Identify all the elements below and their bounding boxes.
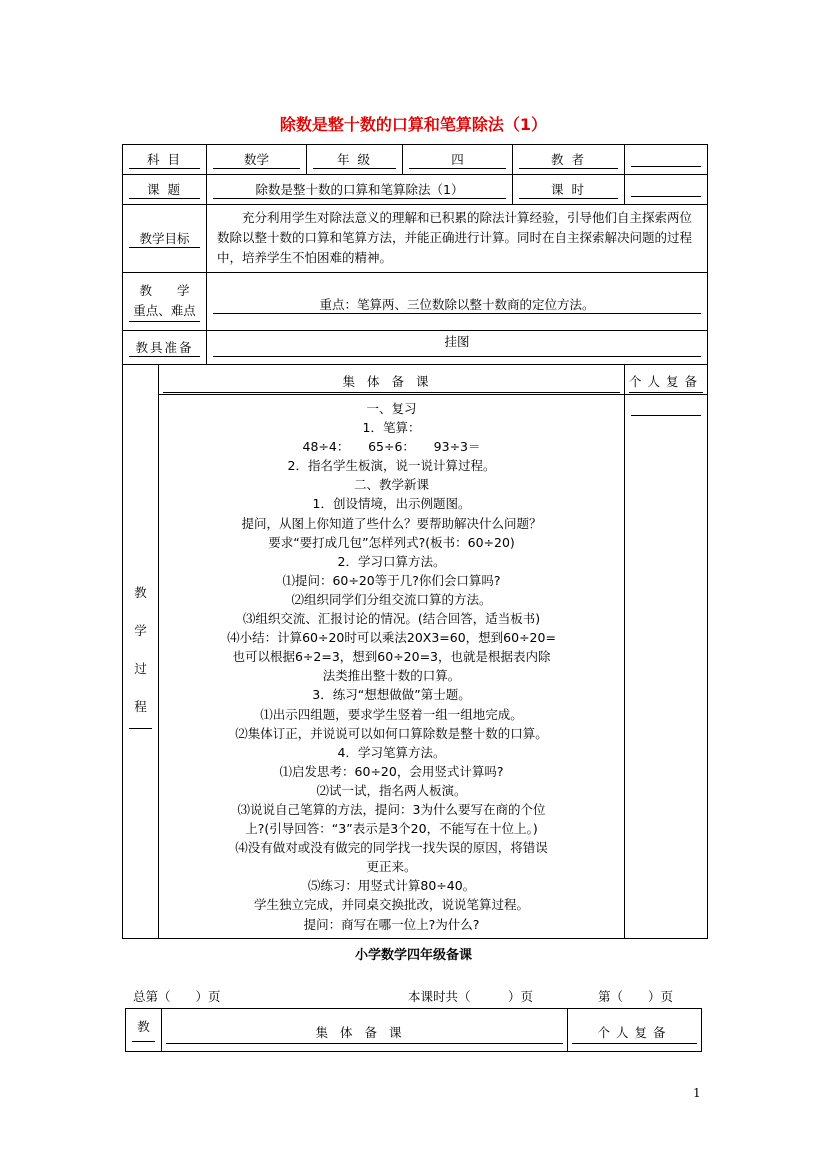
subject-label: 科 目: [129, 150, 200, 169]
lesson-line: 提问：商写在哪一位上?为什么?: [303, 916, 480, 932]
lesson-line: ⑷小结：计算60÷20时可以乘法20X3=60，想到60÷20=: [227, 630, 556, 646]
teacher-value-line: [631, 152, 701, 167]
lesson-plan-table: [122, 144, 708, 939]
lesson-line: 4．学习笔算方法。: [337, 744, 446, 760]
lesson-line: ⑸练习：用竖式计算80÷40。: [307, 878, 476, 894]
lesson-line: ⑵试一试，指名两人板演。: [316, 782, 467, 798]
focus-text-cell: [207, 273, 708, 331]
lesson-pages: 本课时共（ ）页: [408, 989, 534, 1004]
focus-label-line-1: 教 学: [139, 283, 190, 298]
lesson-line: 3．练习“想想做做”第士题。: [312, 687, 471, 703]
lesson-line: ⑵组织同学们分组交流口算的方法。: [291, 591, 492, 607]
grade-value: 四: [409, 150, 506, 169]
lesson-content-cell: [159, 395, 625, 939]
tools-label-cell: [123, 331, 207, 365]
second-personal-header: 个人复备: [572, 1017, 697, 1044]
lesson-line: 也可以根据6÷2=3，想到60÷20=3，也就是根据表内除: [232, 649, 551, 665]
lesson-line: ⑵集体订正，并说说可以如何口算除数是整十数的口算。: [235, 725, 548, 741]
grade-label-cell: [307, 145, 403, 175]
footer-title: 小学数学四年级备课: [354, 948, 472, 963]
lesson-line: 更正来。: [366, 859, 417, 875]
topic-label: 课 题: [129, 180, 200, 199]
total-pages: 总第（ ）页: [133, 989, 221, 1004]
page-number: 1: [693, 1086, 701, 1100]
hours-label: 课 时: [519, 180, 618, 199]
second-page-table: [125, 1008, 702, 1052]
objective-text-cell: [207, 205, 708, 273]
lesson-line: 1．创设情境，出示例题图。: [312, 496, 471, 512]
lesson-line: ⑶组织交流、汇报讨论的情况。(结合回答，适当板书): [242, 611, 541, 627]
grade-label: 年 级: [313, 150, 396, 169]
second-collective-header: 集体备课: [166, 1017, 563, 1044]
process-char-1: 教: [134, 584, 147, 600]
tools-value-cell: [207, 331, 708, 365]
objective-text: 充分利用学生对除法意义的理解和已积累的除法计算经验，引导他们自主探索两位数除以整十数的口算和笔算方法，并能正确进行计算。同时在自主探索解决问题的过程中，培养学生不怕困难的精神。: [217, 210, 693, 265]
second-personal-cell: [568, 1009, 702, 1052]
focus-label-cell: [123, 273, 207, 331]
lesson-line: 2．指名学生板演，说一说计算过程。: [287, 458, 496, 474]
focus-label-line-2: 重点、难点: [129, 301, 200, 322]
topic-label-cell: [123, 175, 207, 205]
lesson-line: ⑴出示四组题，要求学生竖着一组一组地完成。: [260, 706, 523, 722]
topic-value-cell: [207, 175, 513, 205]
second-side-cell: [126, 1009, 162, 1052]
lesson-line: 要求“要打成几包”怎样列式?(板书：60÷20): [268, 534, 515, 550]
document-title: 除数是整十数的口算和笔算除法（1）: [279, 115, 548, 134]
lesson-line: 提问，从图上你知道了些什么？要帮助解决什么问题？: [241, 515, 542, 531]
tools-value: 挂图: [444, 334, 470, 349]
lesson-line: ⑶说说自己笔算的方法，提问：3为什么要写在商的个位: [237, 801, 546, 817]
lesson-line: 48÷4： 65÷6： 93÷3＝: [302, 439, 481, 455]
collective-header: 集体备课: [163, 366, 620, 393]
tools-value-line: [213, 356, 701, 357]
topic-value: 除数是整十数的口算和笔算除法（1）: [213, 180, 506, 199]
hours-value-cell: [625, 175, 708, 205]
personal-header: 个人复备: [629, 366, 703, 393]
objective-label: 教学目标: [129, 229, 200, 248]
process-label-cell: [123, 365, 159, 939]
teacher-label: 教 者: [519, 150, 618, 169]
second-collective-cell: [162, 1009, 568, 1052]
objective-label-cell: [123, 205, 207, 273]
lesson-line: 2．学习口算方法。: [337, 553, 446, 569]
teacher-value-cell: [625, 145, 708, 175]
page-of: 第（ ）页: [598, 989, 674, 1004]
tools-label: 教具准备: [129, 338, 200, 357]
second-side-char: 教: [132, 1013, 155, 1042]
subject-value: 数学: [213, 150, 300, 169]
focus-text: 重点：笔算两、三位数除以整十数商的定位方法。: [213, 295, 701, 314]
subject-label-cell: [123, 145, 207, 175]
process-char-3: 过: [134, 660, 147, 676]
lesson-line: 法类推出整十数的口算。: [322, 668, 461, 684]
process-label-underline: [129, 726, 152, 729]
hours-value-line: [631, 182, 701, 197]
teacher-label-cell: [513, 145, 625, 175]
grade-value-cell: [403, 145, 513, 175]
lesson-line: ⑴启发思考：60÷20，会用竖式计算吗?: [279, 763, 504, 779]
process-char-2: 学: [134, 622, 147, 638]
collective-header-cell: [159, 365, 625, 395]
lesson-line: ⑷没有做对或没有做完的同学找一找失误的原因，将错误: [235, 840, 548, 856]
subject-value-cell: [207, 145, 307, 175]
lesson-line: 一、复习: [366, 401, 417, 416]
lesson-line: 二、教学新课: [354, 477, 430, 493]
lesson-line: 上?(引导回答：“3”表示是3个20，不能写在十位上。): [245, 821, 538, 837]
personal-notes-cell: [625, 395, 708, 939]
lesson-content: [159, 395, 624, 938]
lesson-line: ⑴提问：60÷20等于几?你们会口算吗?: [282, 572, 501, 588]
process-char-4: 程: [134, 698, 147, 714]
lesson-line: 1．笔算：: [362, 420, 421, 436]
personal-header-cell: [625, 365, 708, 395]
lesson-line: 学生独立完成，并同桌交换批改，说说笔算过程。: [254, 897, 530, 913]
personal-notes-line: [631, 415, 701, 416]
hours-label-cell: [513, 175, 625, 205]
